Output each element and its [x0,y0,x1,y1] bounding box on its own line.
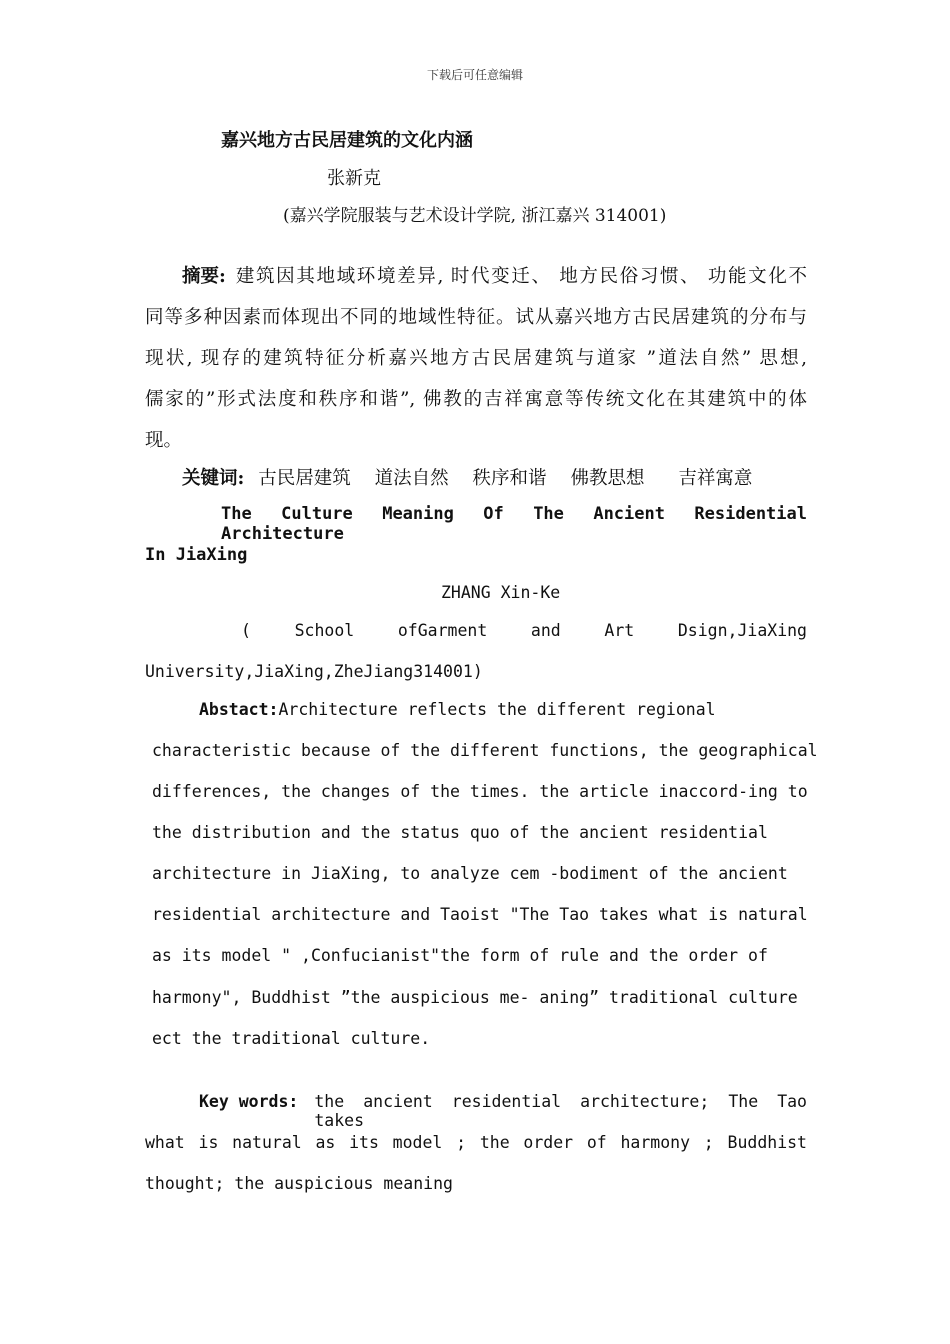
english-abstract-line: harmony", Buddhist ”the auspicious me- aning” traditional culture [152,988,798,1007]
keyword-cn-item: 古民居建筑 [258,468,351,489]
keywords-cn-label: 关键词: [182,468,245,489]
english-title-line-2: In JiaXing [145,545,248,565]
english-abstract-first-line [199,700,716,719]
english-keywords-label: Key words: [199,1092,299,1111]
abstract-cn-line-1 [182,262,807,288]
english-keywords-line-2: what is natural as its model ; the order of harmony ; Buddhist [145,1133,807,1152]
abstract-cn-label: 摘要: [182,266,226,287]
header-note: 下载后可任意编辑 [426,68,523,82]
abstract-cn-line-5: 现。 [145,430,183,451]
english-abstract-line: the distribution and the status quo of the ancient residential [152,823,768,842]
keyword-cn-item: 秩序和谐 [472,468,547,489]
english-keywords-line-3: thought; the auspicious meaning [145,1174,453,1193]
keyword-cn-item: 道法自然 [374,468,449,489]
keyword-cn-item: 吉祥寓意 [678,468,753,489]
english-keywords-text: the ancient residential architecture; The Tao takes [314,1092,807,1130]
paper-title: 嘉兴地方古民居建筑的文化内涵 [221,130,473,151]
author-affiliation: (嘉兴学院服装与艺术设计学院, 浙江嘉兴 314001) [283,206,667,226]
english-title-line-1: The Culture Meaning Of The Ancient Residential Architecture [221,504,807,544]
english-keywords-first-line [199,1092,807,1130]
author-name: 张新克 [327,168,381,189]
abstract-cn-line-4: 儒家的”形式法度和秩序和谐”, 佛教的吉祥寓意等传统文化在其建筑中的体 [145,389,807,410]
abstract-cn [145,262,807,462]
english-affiliation-line-1: ( School ofGarment and Art Dsign,JiaXing [241,621,807,640]
english-abstract-line: differences, the changes of the times. the article inaccord-ing to [152,782,808,801]
english-abstract-line: characteristic because of the different functions, the geographical [152,741,818,760]
english-abstract-line: architecture in JiaXing, to analyze cem -bodiment of the ancient [152,864,788,883]
english-abstract-line: residential architecture and Taoist "The Tao takes what is natural [152,905,808,924]
english-abstract-line: ect the traditional culture. [152,1029,431,1048]
abstract-cn-line-3: 现状, 现存的建筑特征分析嘉兴地方古民居建筑与道家 ”道法自然” 思想, [145,348,807,369]
keyword-cn-item: 佛教思想 [570,468,645,489]
keywords-cn [182,464,752,490]
english-abstract-label: Abstact: [199,700,279,719]
abstract-cn-text: 建筑因其地域环境差异, 时代变迁、 地方民俗习惯、 功能文化不 [235,266,807,287]
english-abstract-line: as its model " ,Confucianist"the form of rule and the order of [152,946,768,965]
english-affiliation-line-2: University,JiaXing,ZheJiang314001) [145,662,483,681]
abstract-cn-line-2: 同等多种因素而体现出不同的地域性特征。试从嘉兴地方古民居建筑的分布与 [145,307,807,328]
english-author: ZHANG Xin-Ke [441,583,561,602]
english-abstract-text: Architecture reflects the different regional [278,700,716,719]
